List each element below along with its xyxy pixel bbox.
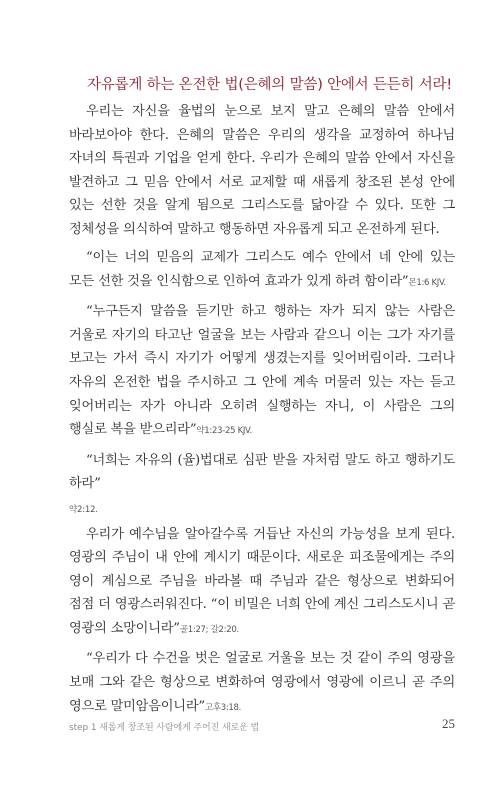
paragraph-3 (69, 300, 455, 443)
page-number: 25 (442, 716, 455, 731)
scripture-reference: 몬1:6 KJV. (408, 277, 446, 288)
paragraph-5-text: 우리가 예수님을 알아갈수록 거듭난 자신의 가능성을 보게 된다. 영광의 주님이 내 안에 계시기 때문이다. 새로운 피조물에게는 주의 영이 계심으로 주님을 바라볼 때 주님과 같은 형상으로 변화되어 점점 더 영광스러워진다. “이 비밀은 너희 안에 계신 그리스도시니 곧 영광의 소망이니라” (69, 526, 455, 636)
paragraph-6 (69, 647, 455, 720)
running-footer-title: step 1 새롭게 창조된 사람에게 주어진 새로운 법 (69, 723, 260, 733)
body-text (69, 100, 455, 720)
paragraph-1 (69, 100, 455, 241)
scripture-reference: 약1:23-25 KJV. (196, 426, 252, 437)
paragraph-4-text: “너희는 자유의 (율)법대로 심판 받을 자처럼 말도 하고 행하기도 하라” (69, 452, 455, 492)
paragraph-2 (69, 246, 455, 295)
scripture-reference: 약2:12. (69, 504, 98, 515)
paragraph-6-text: “우리가 다 수건을 벗은 얼굴로 거울을 보는 것 같이 주의 영광을 보매 그와 같은 형상으로 변화하여 영광에서 영광에 이르니 곧 주의 영으로 말미암음이니라” (69, 651, 455, 714)
paragraph-5 (69, 523, 455, 643)
paragraph-2-text: “이는 너의 믿음의 교제가 그리스도 예수 안에서 네 안에 있는 모든 선한 것을 인식함으로 인하여 효과가 있게 하려 함이라” (69, 250, 455, 289)
scripture-reference: 골1:27; 갈2:20. (179, 624, 239, 635)
paragraph-4 (69, 449, 455, 496)
scripture-reference: 고후3:18. (204, 702, 242, 713)
paragraph-1-text: 우리는 자신을 율법의 눈으로 보지 말고 은혜의 말씀 안에서 바라보아야 한다. 은혜의 말씀은 우리의 생각을 교정하여 하나님 자녀의 특권과 기업을 얻게 한다. 우리가 은혜의 말씀 안에서 자신을 발견하고 그 믿음 안에서 서로 교제할 때 새롭게 창조된 본성 안에 있는 선한 것을 알게 됨으로 그리스도를 닮아갈 수 있다. 또한 그 정체성을 의식하여 말하고 행동하면 자유롭게 되고 온전하게 된다. (69, 104, 455, 237)
paragraph-3-text: “누구든지 말씀을 듣기만 하고 행하는 자가 되지 않는 사람은 거울로 자기의 타고난 얼굴을 보는 사람과 같으니 이는 그가 자기를 보고는 가서 즉시 자기가 어떻게 생겼는지를 잊어버림이라. 그러나 자유의 온전한 법을 주시하고 그 안에 계속 머물러 있는 자는 듣고 잊어버리는 자가 아니라 오히려 실행하는 자니, 이 사람은 그의 행실로 복을 받으리라” (69, 304, 455, 438)
section-heading: 자유롭게 하는 온전한 법(은혜의 말씀) 안에서 든든히 서라! (87, 77, 452, 93)
